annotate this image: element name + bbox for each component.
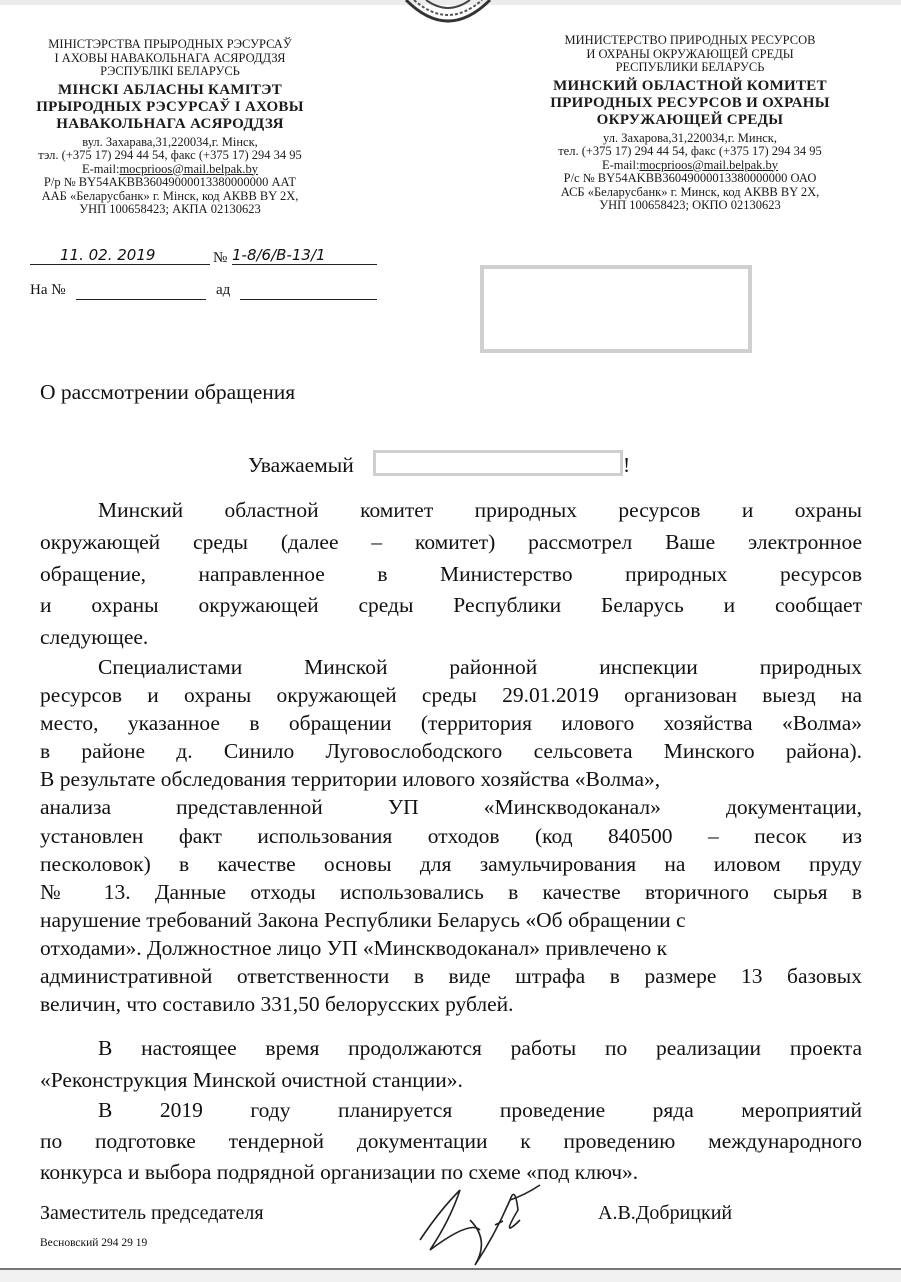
bank-name: АСБ «Беларусбанк» г. Минск, код АКВВ BY 2X, (560, 184, 820, 199)
registration-ids: УНП 100658423; ОКПО 02130623 (599, 198, 781, 212)
committee-name-ru (500, 78, 880, 129)
letter-number: 1-8/6/В-13/1 (232, 246, 377, 265)
ministry-line: МІНІСТЭРСТВА ПРЫРОДНЫХ РЭСУРСАЎ (48, 37, 292, 51)
salutation: Уважаемый (248, 453, 354, 477)
text-line: В результате обследования территории илового хозяйства «Волма», (40, 767, 661, 792)
phone: тэл. (+375 17) 294 44 54, факс (+375 17) 294 34 95 (38, 148, 302, 162)
text-line: окружающей среды (далее – комитет) рассмотрел Ваше электронное (40, 529, 862, 554)
phone: тел. (+375 17) 294 44 54, факс (+375 17) 294 34 95 (558, 144, 822, 158)
letter-date: 11. 02. 2019 (30, 246, 210, 265)
email-label: E-mail: (601, 157, 640, 172)
ministry-line: И ОХРАНЫ ОКРУЖАЮЩЕЙ СРЕДЫ (586, 46, 794, 61)
address: вул. Захарава,31,220034,г. Мінск, (82, 134, 258, 149)
text-line: песколовок) в качестве основы для замульчирования на иловом пруду (40, 851, 862, 876)
handwritten-signature (400, 1180, 590, 1270)
bank-account: Р/р № BY54AKBB36049000013380000000 ААТ (43, 175, 297, 189)
committee-line: ПРЫРОДНЫХ РЭСУРСАЎ І АХОВЫ (36, 98, 304, 115)
bank-name: ААБ «Беларусбанк» г. Мінск, код АКВВ BY 2X, (41, 188, 299, 203)
paragraph (40, 1033, 862, 1096)
text-line: Специалистами Минской районной инспекции природных (98, 655, 862, 679)
text-line: конкурса и выбора подрядной организации по схеме «под ключ». (40, 1160, 639, 1184)
text-line: административной ответственности в виде штрафа в размере 13 базовых (40, 964, 862, 989)
reference-number-line (76, 281, 206, 300)
text-line: отходами». Должностное лицо УП «Минскводоканал» привлечено к (40, 935, 668, 960)
ministry-line: І АХОВЫ НАВАКОЛЬНАГА АСЯРОДДЗЯ (54, 50, 286, 65)
text-line: обращение, направленное в Министерство природных ресурсов (40, 561, 862, 586)
committee-line: НАВАКОЛЬНАГА АСЯРОДДЗЯ (56, 115, 284, 132)
reference-date-label: ад (216, 282, 231, 298)
text-line: и охраны окружающей среды Республики Беларусь и сообщает (40, 593, 862, 618)
text-line: установлен факт использования отходов (код 840500 – песок из (40, 823, 862, 848)
executor-contact: Весновский 294 29 19 (40, 1237, 148, 1249)
reference-number-label: На № (30, 282, 66, 298)
text-line: по подготовке тендерной документации к проведению международного (40, 1129, 862, 1153)
committee-line: ОКРУЖАЮЩЕЙ СРЕДЫ (596, 111, 784, 128)
text-line: В настоящее время продолжаются работы по реализации проекта (98, 1036, 862, 1060)
email-link[interactable]: mocprioos@mail.belpak.by (639, 157, 779, 172)
state-emblem-icon (398, 0, 498, 26)
header-left (20, 38, 320, 217)
text-line: следующее. (40, 625, 149, 650)
redacted-name (373, 450, 623, 476)
committee-line: МІНСКІ АБЛАСНЫ КАМІТЭТ (57, 81, 283, 98)
paragraph (40, 495, 862, 654)
date-field (30, 246, 210, 265)
registration-ids: УНП 100658423; АКПА 02130623 (79, 202, 261, 216)
text-line: «Реконструкция Минской очистной станции». (40, 1067, 463, 1092)
text-line: анализа представленной УП «Минскводоканал» документации, (40, 795, 862, 820)
signer-position: Заместитель председателя (40, 1202, 264, 1224)
text-line: место, указанное в обращении (территория илового хозяйства «Волма» (40, 711, 862, 736)
reference-date-line (240, 281, 377, 300)
committee-line: МИНСКИЙ ОБЛАСТНОЙ КОМИТЕТ (553, 77, 827, 94)
paragraph (40, 1095, 862, 1188)
ministry-name-by (20, 38, 320, 79)
header-right (500, 34, 880, 213)
email-link[interactable]: mocprioos@mail.belpak.by (119, 161, 259, 176)
ministry-line: РЕСПУБЛИКИ БЕЛАРУСЬ (615, 60, 765, 74)
text-line: в районе д. Синило Луговослободского сельсовета Минского района). (40, 739, 862, 764)
ministry-line: РЭСПУБЛІКІ БЕЛАРУСЬ (100, 64, 240, 78)
committee-line: ПРИРОДНЫХ РЕСУРСОВ И ОХРАНЫ (550, 94, 830, 111)
signer-name: А.В.Добрицкий (598, 1202, 733, 1224)
text-line: ресурсов и охраны окружающей среды 29.01.2019 организован выезд на (40, 683, 862, 708)
number-field (232, 246, 377, 265)
text-line: величин, что составило 331,50 белорусских рублей. (40, 992, 514, 1017)
paragraph (40, 653, 862, 1018)
address: ул. Захарова,31,220034,г. Минск, (603, 130, 777, 145)
ministry-name-ru (500, 34, 880, 75)
ministry-line: МИНИСТЕРСТВО ПРИРОДНЫХ РЕСУРСОВ (564, 33, 816, 47)
text-line: № 13. Данные отходы использовались в качестве вторичного сырья в (40, 879, 862, 904)
email-label: E-mail: (81, 161, 120, 176)
number-label: № (213, 250, 228, 266)
redacted-addressee (480, 265, 752, 353)
text-line: Минский областной комитет природных ресурсов и охраны (98, 498, 862, 522)
text-line: В 2019 году планируется проведение ряда мероприятий (98, 1098, 862, 1122)
salutation-end: ! (623, 453, 631, 477)
bank-account: Р/с № BY54AKBB36049000013380000000 ОАО (563, 171, 817, 185)
text-line: нарушение требований Закона Республики Беларусь «Об обращении с (40, 907, 686, 932)
letter-subject: О рассмотрении обращения (40, 380, 296, 404)
committee-name-by (20, 82, 320, 133)
